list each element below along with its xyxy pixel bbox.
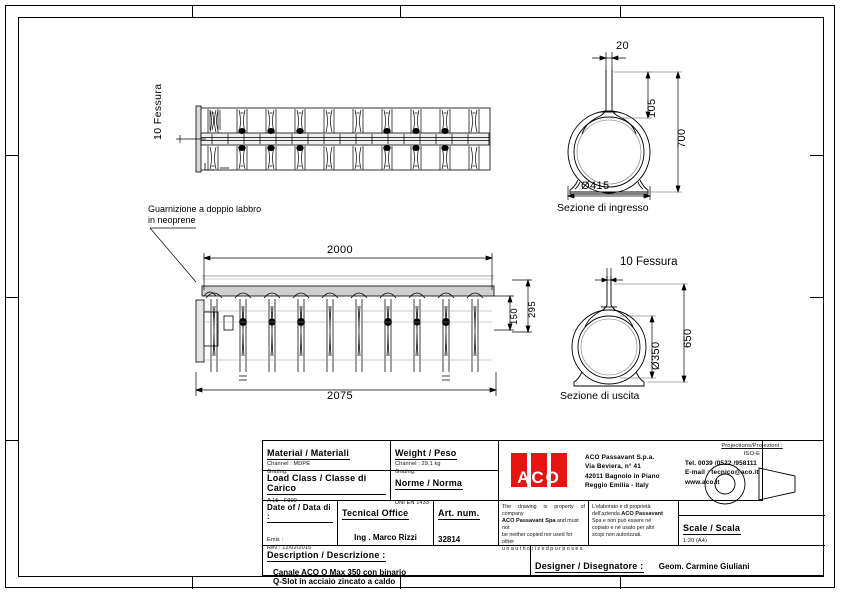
load-class-value: A 15 - F900 <box>267 498 298 504</box>
weight-channel: Channel : 29.1 kg <box>395 461 441 467</box>
legal-it-line2: dell'azienda <box>592 511 620 517</box>
company-street: Via Beviera, n° 41 <box>585 463 641 471</box>
scale-value: 1:20 (A4) <box>683 538 707 544</box>
date-emis: Emis : <box>267 537 284 543</box>
legal-en-line3: be neither copied nor used for other <box>502 532 573 545</box>
legal-en-line1: The drawing is property of company <box>502 504 585 517</box>
dim-label-2000: 2000 <box>327 244 354 256</box>
gasket-callout-line2: in neoprene <box>148 215 196 225</box>
dim-label-295: 295 <box>527 300 538 318</box>
date-header: Date of / Data di : <box>267 503 333 523</box>
company-name: ACO Passavant S.p.a. <box>585 454 655 461</box>
legal-it-line1: L'elaborato è di proprietà <box>592 504 651 510</box>
dim-label-20: 20 <box>616 40 630 52</box>
legal-it-bold: ACO Passavant <box>621 511 663 517</box>
designer-header: Designer / Disegnatore : <box>535 561 644 571</box>
art-num-header: Art. num. <box>438 508 480 518</box>
legal-it-line5: scopi non autorizzati. <box>592 532 642 538</box>
scale-header: Scale / Scala <box>683 523 741 533</box>
description-header: Description / Descrizione : <box>267 550 386 560</box>
dim-label-700: 700 <box>676 128 688 148</box>
office-engineer: Ing . Marco Rizzi <box>354 533 417 542</box>
section-outlet-title: Sezione di uscita <box>560 390 640 402</box>
designer-value: Geom. Carmine Giuliani <box>658 562 750 571</box>
weight-grating: Grating: <box>395 468 416 475</box>
dim-label-2075: 2075 <box>327 390 354 402</box>
office-header: Tecnical Office <box>342 508 409 518</box>
office-cell <box>338 501 434 546</box>
section-inlet-title: Sezione di ingresso <box>557 202 649 214</box>
material-grating: Grating: <box>267 468 288 475</box>
norme-value: UNI EN 1433 <box>395 500 430 506</box>
description-line2: Q-Slot in acciaio zincato a caldo <box>273 577 396 586</box>
art-num-cell <box>434 501 499 546</box>
load-class-cell <box>263 468 391 504</box>
aco-logo <box>511 453 567 487</box>
legal-en-line4: u n a u t h o r i z e d p u r p o s e s. <box>502 546 584 552</box>
norme-cell <box>391 468 499 506</box>
iso-e-symbol-icon <box>687 460 817 508</box>
aco-logo-text: ACO <box>517 468 561 487</box>
date-rev: Rev : 12/02/2015 <box>267 544 312 551</box>
weight-header: Weight / Peso <box>395 448 457 458</box>
dim-label-105: 105 <box>646 98 658 118</box>
date-cell <box>263 501 338 551</box>
dim-label-diameter-415: Ø415 <box>581 180 610 192</box>
projection-cell <box>679 441 825 516</box>
title-block <box>262 440 824 586</box>
description-cell <box>263 546 531 586</box>
outlet-slot-label: 10 Fessura <box>620 256 678 268</box>
weight-cell <box>391 441 499 475</box>
load-class-header: Load Class / Classe di Carico <box>267 473 386 495</box>
dim-slot-outlet <box>595 268 623 284</box>
legal-en-bold: ACO Passavant Spa <box>502 518 556 524</box>
gasket-callout-line1: Guarnizione a doppio labbro <box>148 204 262 214</box>
legal-en-line2: and must not <box>502 518 579 531</box>
legal-it-cell <box>589 501 679 546</box>
projection-header: Projections/Proiezioni : <box>721 443 783 449</box>
dim-label-150: 150 <box>509 307 520 325</box>
plan-slot-dimension-label: 10 Fessura <box>152 83 164 140</box>
company-tel: Tel. 0039 /0522 /958111 <box>685 460 757 467</box>
material-cell <box>263 441 391 475</box>
dim-label-diameter-350: Ø350 <box>650 341 662 370</box>
description-line1: Canale ACO Q Max 350 con binario <box>273 568 407 577</box>
company-city: 42011 Bagnolo in Piano <box>585 472 660 480</box>
norme-header: Norme / Norma <box>395 478 463 488</box>
legal-it-line3: Spa e non può essere né <box>592 518 652 524</box>
company-email[interactable]: E-mail : tecnico@aco.it <box>685 469 759 477</box>
dim-label-650: 650 <box>682 328 694 348</box>
company-website[interactable]: www.aco.it <box>685 478 720 486</box>
designer-cell <box>531 546 825 577</box>
legal-it-line4: copiato e né usato per altri <box>592 525 655 531</box>
legal-en-cell <box>499 501 589 552</box>
material-header: Material / Materiali <box>267 448 350 458</box>
company-province: Reggio Emilia - Italy <box>585 482 649 490</box>
material-channel: Channel : MDPE <box>267 461 311 467</box>
projection-standard: ISO-E <box>743 450 761 457</box>
art-num-value: 32814 <box>438 535 461 544</box>
scale-cell <box>679 516 825 546</box>
